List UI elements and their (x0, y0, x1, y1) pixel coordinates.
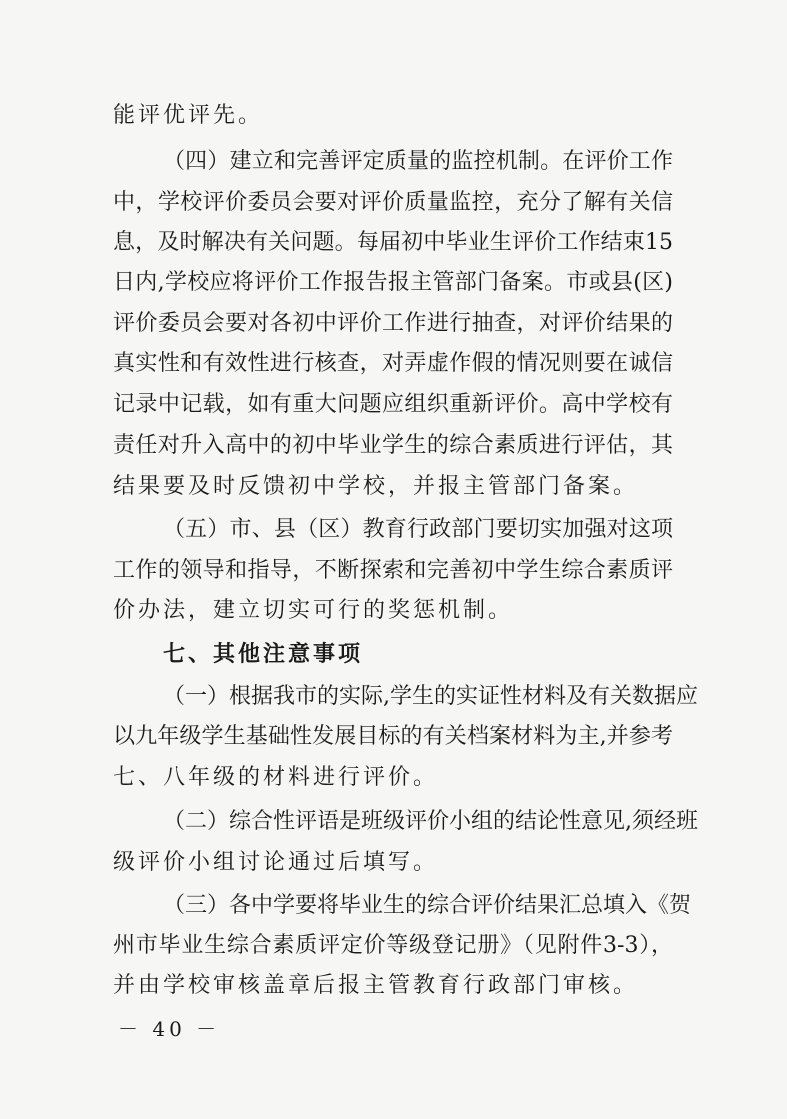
text-line: （一）根据我市的实际,学生的实证性材料及有关数据应 (163, 684, 698, 709)
text-line: 工作的领导和指导，不断探索和完善初中学生综合素质评 (113, 558, 673, 583)
text-line: 州市毕业生综合素质评定价等级登记册》（见附件3-3）， (113, 933, 673, 958)
text-line: 中，学校评价委员会要对评价质量监控，充分了解有关信 (113, 190, 673, 215)
text-line: 日内,学校应将评价工作报告报主管部门备案。市或县(区) (113, 270, 673, 295)
text-line: （三）各中学要将毕业生的综合评价结果汇总填入《贺 (163, 893, 692, 918)
text-line: 能评优评先。 (113, 103, 264, 128)
page-number: － 40 － (118, 1017, 221, 1041)
text-line: （四）建立和完善评定质量的监控机制。在评价工作 (163, 149, 673, 174)
text-line: 结果要及时反馈初中学校，并报主管部门备案。 (113, 474, 639, 499)
text-line: 息，及时解决有关问题。每届初中毕业生评价工作结束15 (113, 230, 673, 255)
text-line: （五）市、县（区）教育行政部门要切实加强对这项 (163, 517, 673, 542)
text-line: 真实性和有效性进行核查，对弄虚作假的情况则要在诚信 (113, 351, 673, 376)
text-line: 评价委员会要对各初中评价工作进行抽查，对评价结果的 (113, 311, 673, 336)
text-line: （二）综合性评语是班级评价小组的结论性意见,须经班 (163, 809, 698, 834)
text-line: 价办法，建立切实可行的奖惩机制。 (113, 598, 514, 623)
text-line: 记录中记载，如有重大问题应组织重新评价。高中学校有 (113, 392, 673, 417)
text-line: 责任对升入高中的初中毕业学生的综合素质进行评估，其 (113, 433, 673, 458)
text-line: 并由学校审核盖章后报主管教育行政部门审核。 (113, 973, 639, 998)
section-heading: 七、其他注意事项 (163, 642, 364, 667)
text-line: 以九年级学生基础性发展目标的有关档案材料为主,并参考 (113, 724, 673, 749)
text-line: 级评价小组讨论通过后填写。 (113, 850, 439, 875)
text-line: 七、八年级的材料进行评价。 (113, 765, 439, 790)
